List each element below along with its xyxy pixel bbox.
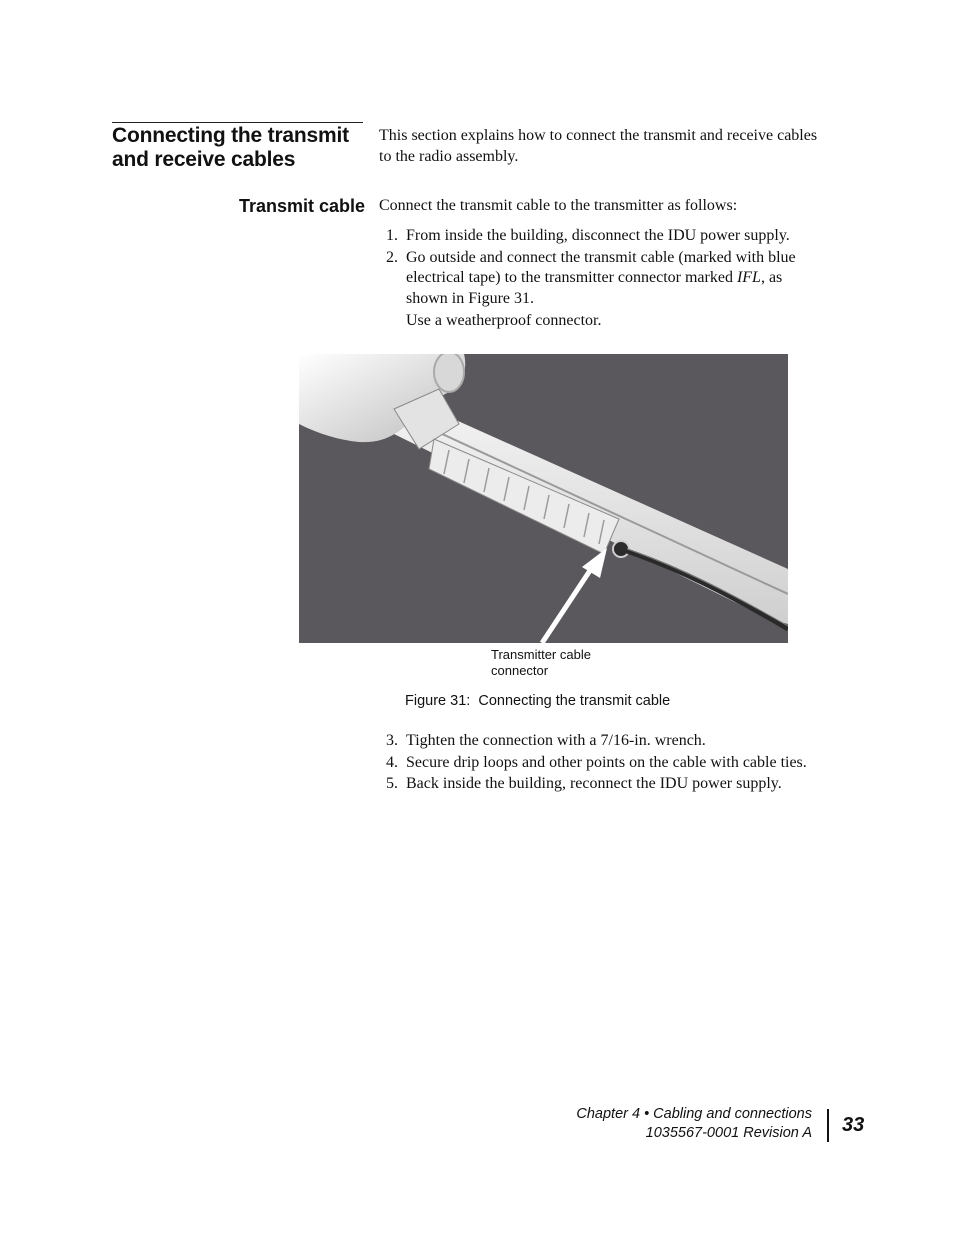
transmit-cable-photo <box>299 354 788 643</box>
step-text-part: Go outside and connect the transmit cable (marked with blue electrical tape) to the transmitter connector marked <box>406 248 796 286</box>
subsection-lead: Connect the transmit cable to the transmitter as follows: <box>379 197 738 214</box>
step-number: 2. <box>386 248 398 266</box>
callout-line-1: Transmitter cable <box>491 647 591 662</box>
footer-chapter: Chapter 4 • Cabling and connections <box>576 1106 812 1122</box>
figure-callout <box>491 647 631 679</box>
figure-caption: Figure 31: Connecting the transmit cable <box>405 693 671 709</box>
section-intro: This section explains how to connect the transmit and receive cables to the radio assembly. <box>379 127 818 165</box>
step-number: 4. <box>386 753 398 771</box>
step-text: Tighten the connection with a 7/16-in. wrench. <box>406 732 706 749</box>
step-number: 3. <box>386 732 398 749</box>
heading-rule <box>112 122 363 123</box>
step-2 <box>386 248 836 332</box>
step-text: Back inside the building, reconnect the IDU power supply. <box>406 775 782 792</box>
section-title: Connecting the transmit and receive cables <box>112 124 349 171</box>
radome-ring <box>434 354 464 392</box>
callout-line-2: connector <box>491 663 549 678</box>
footer-doc-revision: 1035567-0001 Revision A <box>645 1125 812 1141</box>
page-number: 33 <box>842 1114 865 1136</box>
step-3 <box>386 731 836 752</box>
step-number: 1. <box>386 227 398 244</box>
subsection-title: Transmit cable <box>238 196 365 216</box>
step-text <box>406 248 826 332</box>
footer-divider <box>827 1109 829 1142</box>
step-text: From inside the building, disconnect the IDU power supply. <box>406 227 790 244</box>
step-text: Secure drip loops and other points on the cable with cable ties. <box>406 753 807 771</box>
step-note: Use a weatherproof connector. <box>406 312 602 329</box>
connector-label: IFL <box>736 269 761 286</box>
steps-list-2 <box>386 731 836 796</box>
transmitter-connector <box>613 541 629 557</box>
step-4 <box>386 753 836 774</box>
step-number: 5. <box>386 775 398 792</box>
steps-list-1 <box>386 226 836 333</box>
step-text-part: , as shown in Figure 31. <box>406 269 783 307</box>
step-5 <box>386 774 836 795</box>
step-1 <box>386 226 836 247</box>
page-footer <box>576 1105 812 1143</box>
